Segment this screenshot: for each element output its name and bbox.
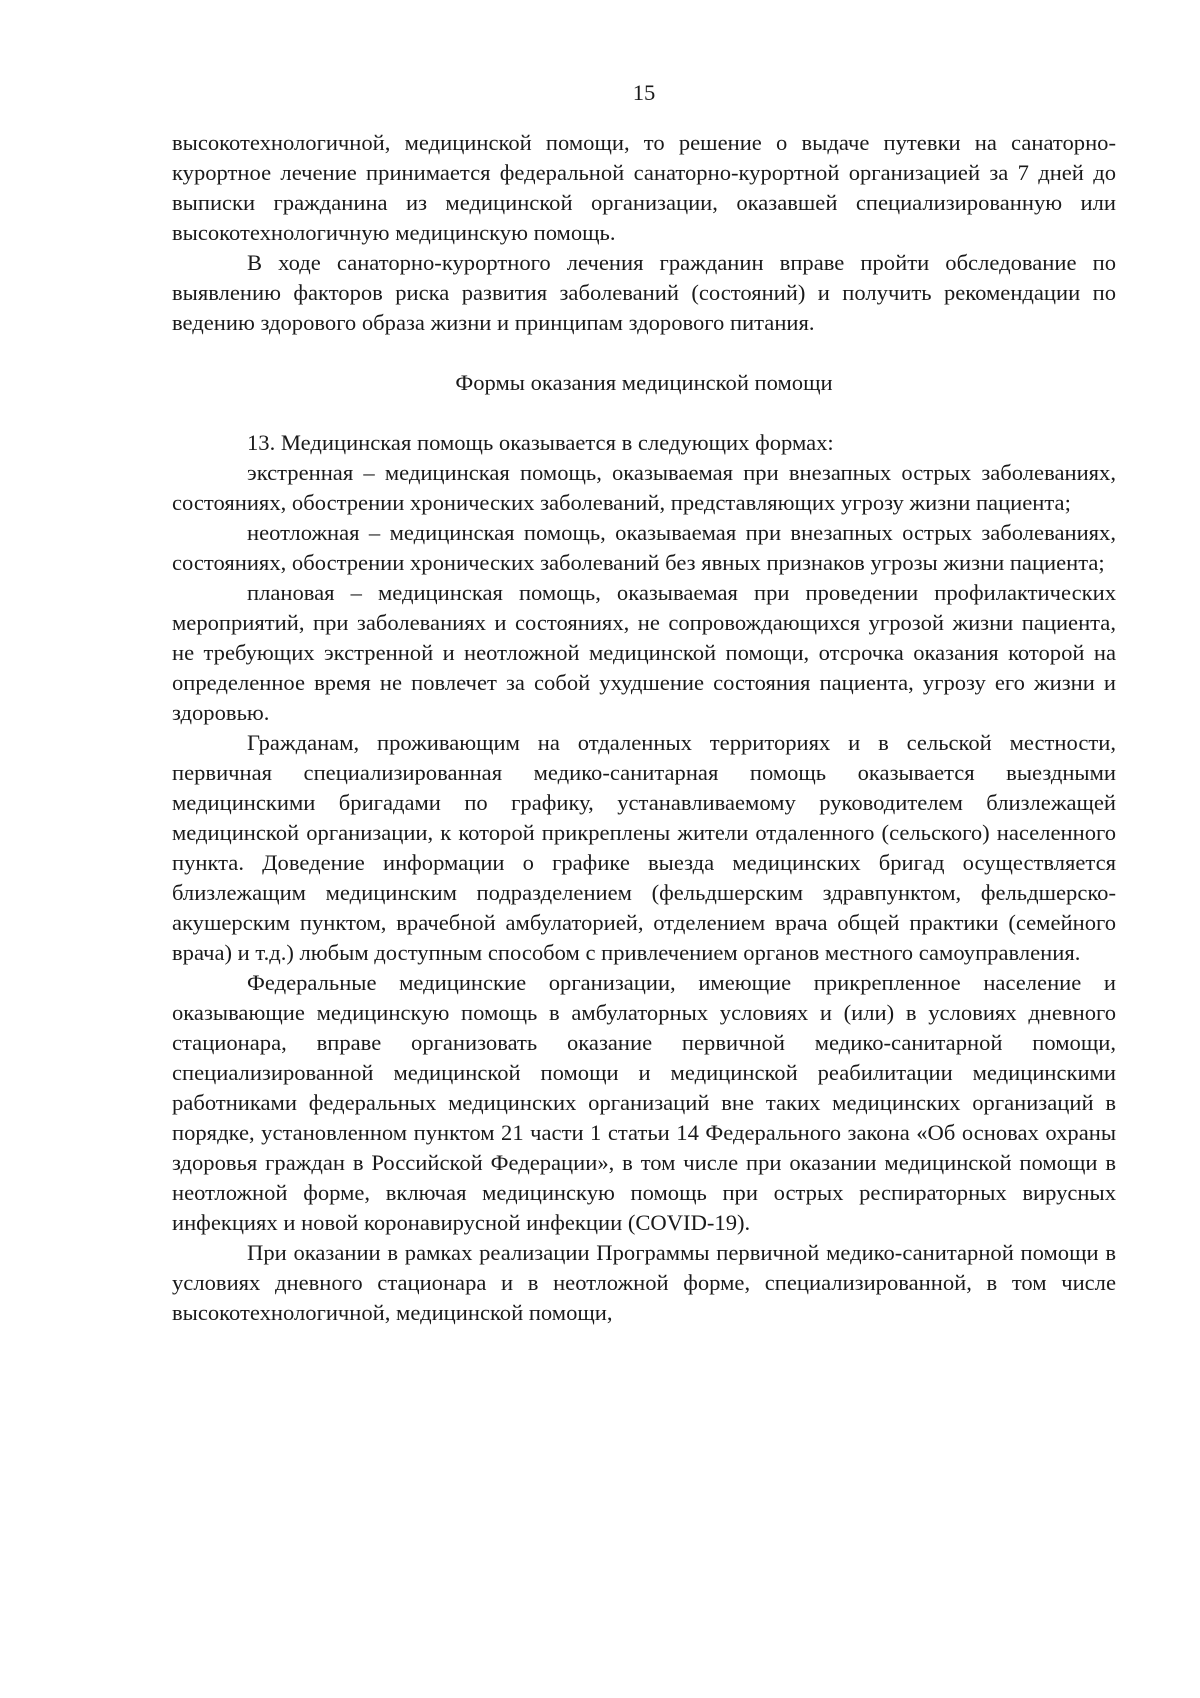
- paragraph-rural-areas: Гражданам, проживающим на отдаленных территориях и в сельской местности, первичная специализированная медико-санитарная помощь оказывается выездными медицинскими бригадами по графику, устанавливаемому руководителем близлежащей медицинской организации, к которой прикреплены жители отдаленного (сельского) населенного пункта. Доведение информации о графике выезда медицинских бригад осуществляется близлежащим медицинским подразделением (фельдшерским здравпунктом, фельдшерско-акушерским пунктом, врачебной амбулаторией, отделением врача общей практики (семейного врача) и т.д.) любым доступным способом с привлечением органов местного самоуправления.: [172, 730, 1116, 965]
- page-number: 15: [632, 80, 656, 105]
- paragraph-sanatorium-examination: В ходе санаторно-курортного лечения гражданин вправе пройти обследование по выявлению факторов риска развития заболеваний (состояний) и получить рекомендации по ведению здорового образа жизни и принципам здорового питания.: [172, 250, 1116, 335]
- paragraph-continuation: высокотехнологичной, медицинской помощи, то решение о выдаче путевки на санаторно-курортное лечение принимается федеральной санаторно-курортной организацией за 7 дней до выписки гражданина из медицинской организации, оказавшей специализированную или высокотехнологичную медицинскую помощь.: [172, 130, 1116, 245]
- paragraph-program-provision: При оказании в рамках реализации Программы первичной медико-санитарной помощи в условиях дневного стационара и в неотложной форме, специализированной, в том числе высокотехнологичной, медицинской помощи,: [172, 1240, 1116, 1325]
- paragraph-item-13: 13. Медицинская помощь оказывается в следующих формах:: [247, 430, 834, 455]
- paragraph-federal-organizations: Федеральные медицинские организации, имеющие прикрепленное население и оказывающие медицинскую помощь в амбулаторных условиях и (или) в условиях дневного стационара, вправе организовать оказание первичной медико-санитарной помощи, специализированной медицинской помощи и медицинской реабилитации медицинскими работниками федеральных медицинских организаций вне таких медицинских организаций в порядке, установленном пунктом 21 части 1 статьи 14 Федерального закона «Об основах охраны здоровья граждан в Российской Федерации», в том числе при оказании медицинской помощи в неотложной форме, включая медицинскую помощь при острых респираторных вирусных инфекциях и новой коронавирусной инфекции (COVID-19).: [172, 970, 1116, 1235]
- section-heading: Формы оказания медицинской помощи: [455, 370, 833, 395]
- paragraph-emergency-form: экстренная – медицинская помощь, оказываемая при внезапных острых заболеваниях, состояниях, обострении хронических заболеваний, представляющих угрозу жизни пациента;: [172, 460, 1116, 515]
- paragraph-planned-form: плановая – медицинская помощь, оказываемая при проведении профилактических мероприятий, при заболеваниях и состояниях, не сопровождающихся угрозой жизни пациента, не требующих экстренной и неотложной медицинской помощи, отсрочка оказания которой на определенное время не повлечет за собой ухудшение состояния пациента, угрозу его жизни и здоровью.: [172, 580, 1116, 725]
- paragraph-urgent-form: неотложная – медицинская помощь, оказываемая при внезапных острых заболеваниях, состояниях, обострении хронических заболеваний без явных признаков угрозы жизни пациента;: [172, 520, 1116, 575]
- document-page: [172, 78, 1116, 1328]
